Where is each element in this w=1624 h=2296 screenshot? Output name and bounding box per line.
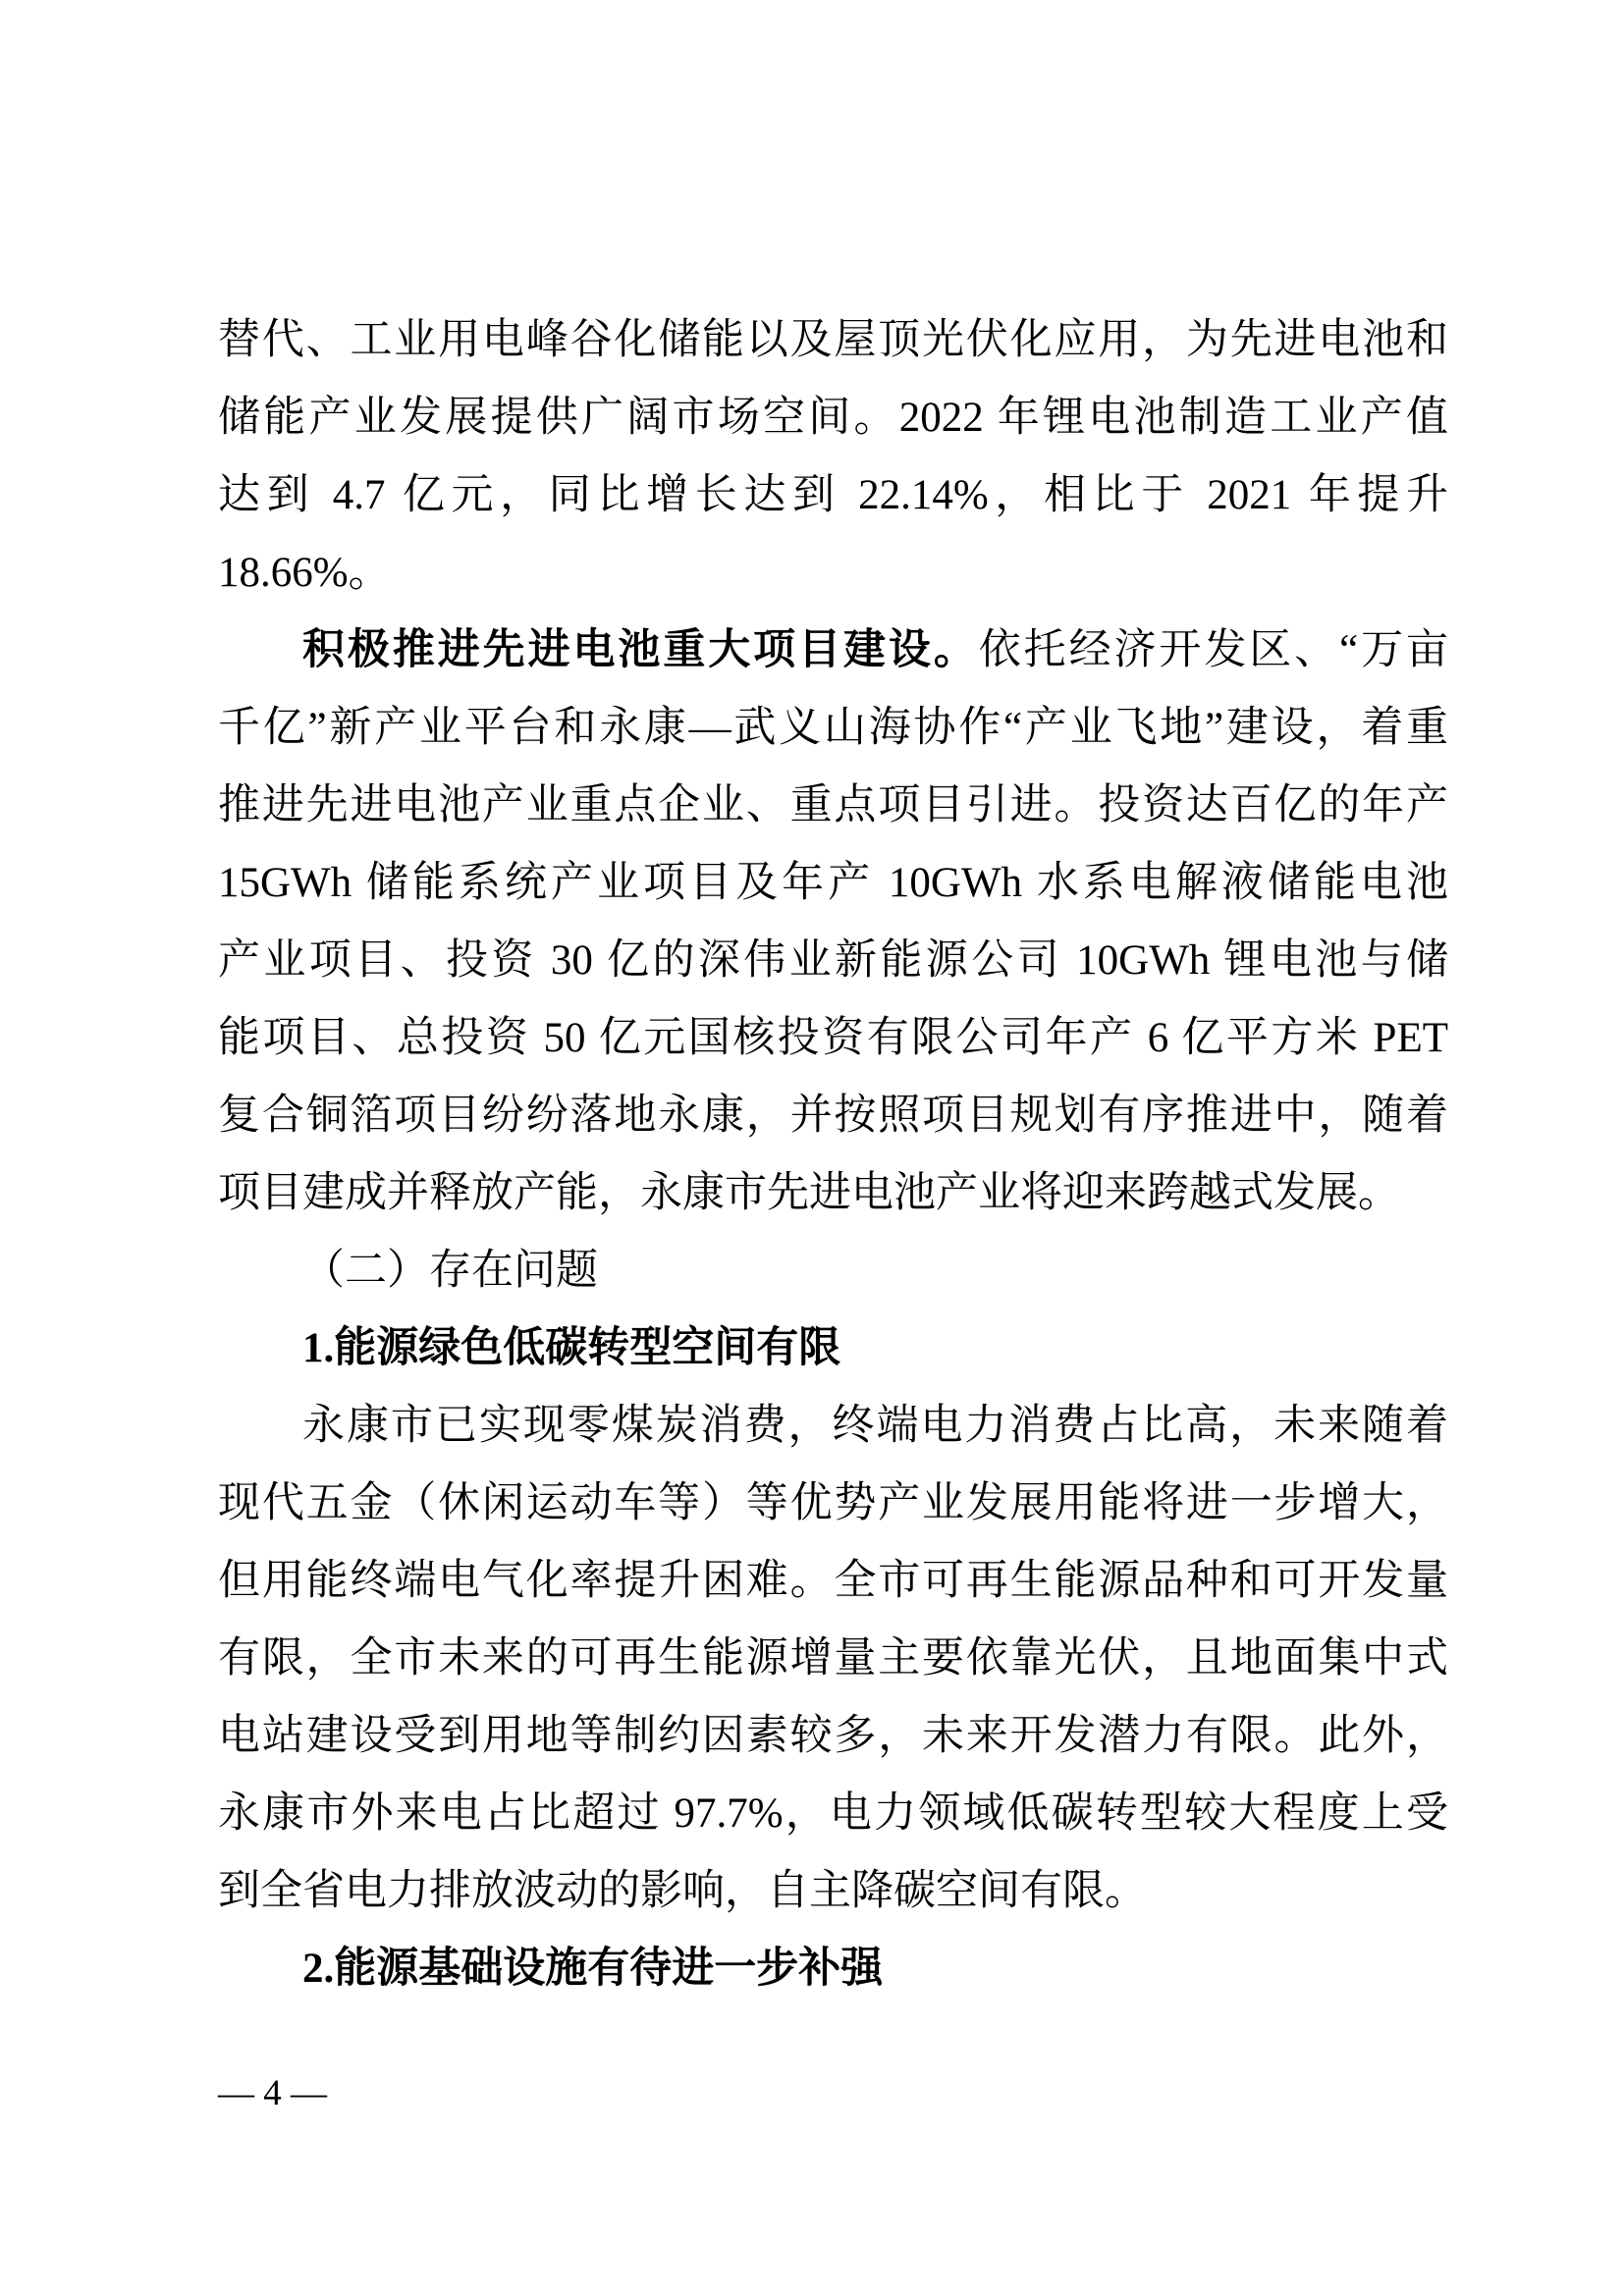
text-line: 但用能终端电气化率提升困难。全市可再生能源品种和可开发量 — [218, 1558, 1448, 1604]
text-line: 15GWh 储能系统产业项目及年产 10GWh 水系电解液储能电池 — [218, 860, 1448, 906]
lead-rest-text: 依托经济开发区、“万亩 — [978, 627, 1448, 673]
paragraph-market-space — [218, 301, 1448, 612]
document-page — [218, 301, 1448, 2007]
text-line: 电站建设受到用地等制约因素较多，未来开发潜力有限。此外， — [218, 1713, 1448, 1759]
text-line: 到全省电力排放波动的影响，自主降碳空间有限。 — [218, 1868, 1147, 1914]
paragraph-transition-limits — [218, 1387, 1448, 1930]
text-line: 项目建成并释放产能，永康市先进电池产业将迎来跨越式发展。 — [218, 1170, 1400, 1216]
text-line: 储能产业发展提供广阔市场空间。2022 年锂电池制造工业产值 — [218, 395, 1448, 441]
page-number: — 4 — — [218, 2073, 327, 2113]
text-line: 替代、工业用电峰谷化储能以及屋顶光伏化应用，为先进电池和 — [218, 317, 1448, 363]
text-line: 永康市已实现零煤炭消费，终端电力消费占比高，未来随着 — [302, 1403, 1448, 1449]
text-line: 千亿”新产业平台和永康—武义山海协作“产业飞地”建设，着重 — [218, 705, 1448, 751]
text-line: 有限，全市未来的可再生能源增量主要依靠光伏，且地面集中式 — [218, 1635, 1448, 1682]
subheading-1-green-transition: 1.能源绿色低碳转型空间有限 — [302, 1325, 841, 1371]
text-line: 能项目、总投资 50 亿元国核投资有限公司年产 6 亿平方米 PET — [218, 1015, 1448, 1061]
text-line: 永康市外来电占比超过 97.7%，电力领域低碳转型较大程度上受 — [218, 1790, 1448, 1837]
text-line: 推进先进电池产业重点企业、重点项目引进。投资达百亿的年产 — [218, 782, 1448, 828]
bold-lead-text: 积极推进先进电池重大项目建设。 — [302, 627, 979, 673]
text-line: 18.66%。 — [218, 550, 391, 596]
text-line: 产业项目、投资 30 亿的深伟业新能源公司 10GWh 锂电池与储 — [218, 937, 1448, 984]
text-line: 现代五金（休闲运动车等）等优势产业发展用能将进一步增大， — [218, 1480, 1448, 1526]
section-heading-problems: （二）存在问题 — [302, 1248, 598, 1294]
text-line: 复合铜箔项目纷纷落地永康，并按照项目规划有序推进中，随着 — [218, 1093, 1448, 1139]
text-line — [218, 612, 1448, 689]
subheading-2-infrastructure: 2.能源基础设施有待进一步补强 — [302, 1946, 884, 1992]
paragraph-major-projects — [218, 612, 1448, 1232]
text-line: 达到 4.7 亿元，同比增长达到 22.14%，相比于 2021 年提升 — [218, 472, 1448, 518]
